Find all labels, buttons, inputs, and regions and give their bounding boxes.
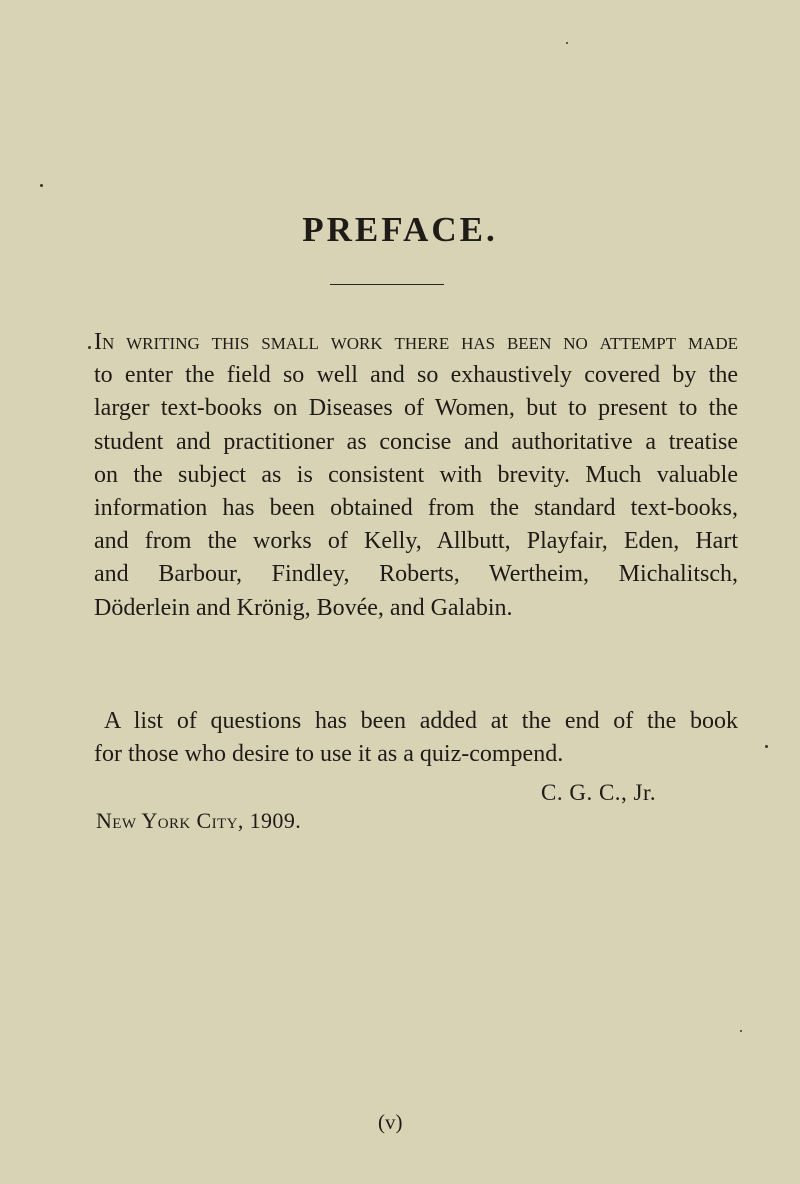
text-line: to enter the field so well and so exhaustively covered by the [94,362,738,389]
text-line: on the subject as is consistent with brevity. Much valuable [94,461,738,488]
text-line: larger text-books on Diseases of Women, but to present to the [94,395,738,422]
text-line: A list of questions has been added at the end of the book [104,708,738,734]
text-line: and from the works of Kelly, Allbutt, Playfair, Eden, Hart [94,528,738,555]
paper-speck [566,42,568,44]
paper-speck [40,184,43,187]
text-line: and Barbour, Findley, Roberts, Wertheim, Michalitsch, [94,561,738,588]
preface-paragraph-1 [94,326,738,625]
text-line: for those who desire to use it as a quiz-compend. [94,741,564,768]
page-title: PREFACE. [302,210,498,249]
author-signature: C. G. C., Jr. [541,780,657,805]
text-line: In writing this small work there has been no attempt made [94,329,738,355]
text-line: information has been obtained from the standard text-books, [94,495,738,522]
title-rule [330,284,444,285]
place-date-line: New York City, 1909. [96,808,302,833]
paper-speck [765,745,768,748]
page-number: (v) [378,1110,403,1134]
paper-speck [740,1030,742,1032]
preface-paragraph-2 [94,705,738,771]
paper-speck [88,346,91,349]
text-line: student and practitioner as concise and authoritative a treatise [94,428,738,455]
text-line: Döderlein and Krönig, Bovée, and Galabin. [94,594,513,621]
